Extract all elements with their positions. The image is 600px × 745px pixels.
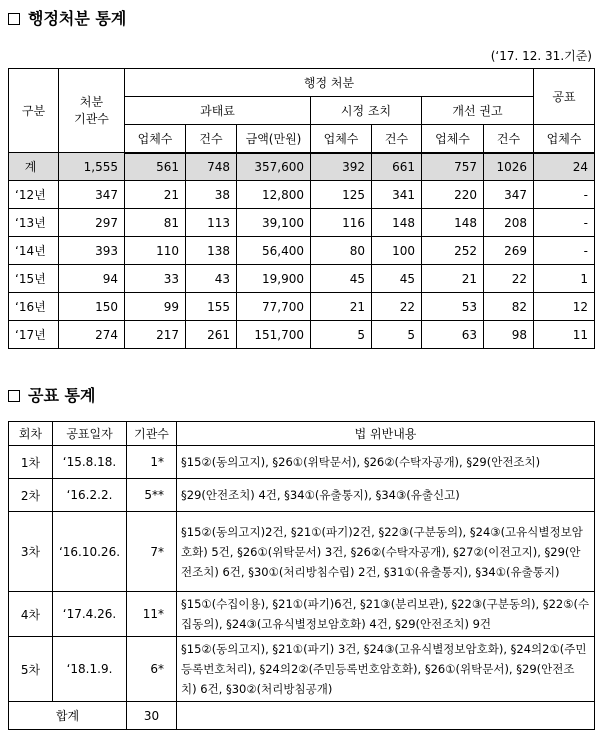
cell-label: ‘16년 bbox=[9, 293, 59, 321]
table-row bbox=[9, 446, 595, 479]
cell-corr-cases: 5 bbox=[372, 321, 422, 349]
cell-fine-cases: 138 bbox=[186, 237, 237, 265]
header-rec-firms: 업체수 bbox=[422, 125, 484, 153]
as-of-date: (‘17. 12. 31.기준) bbox=[490, 49, 592, 63]
cell-fine-amount: 151,700 bbox=[237, 321, 311, 349]
cell-fine-amount: 56,400 bbox=[237, 237, 311, 265]
section-title-admin-stats: 행정처분 통계 bbox=[8, 6, 126, 29]
table-row bbox=[9, 637, 595, 702]
cell-date: ‘17.4.26. bbox=[53, 592, 127, 637]
cell-corr-cases: 100 bbox=[372, 237, 422, 265]
cell-corr-cases: 22 bbox=[372, 293, 422, 321]
cell-round: 5차 bbox=[9, 637, 53, 702]
cell-corr-firms: 116 bbox=[311, 209, 372, 237]
table-row bbox=[9, 265, 595, 293]
cell-rec-cases: 269 bbox=[484, 237, 534, 265]
publication-table bbox=[8, 421, 595, 730]
cell-corr-firms: 21 bbox=[311, 293, 372, 321]
cell-date: ‘16.10.26. bbox=[53, 512, 127, 592]
table-row bbox=[9, 512, 595, 592]
cell-rec-cases: 208 bbox=[484, 209, 534, 237]
cell-rec-firms: 63 bbox=[422, 321, 484, 349]
cell-violation: §15②(동의고지)2건, §21①(파기)2건, §22③(구분동의), §24③(고유식별정보암호화) 5건, §26①(위탁문서) 3건, §26②(수탁자공개), §27②(이전고지), §29(안전조치) 6건, §30①(처리방침수립) 2건, §31①(유출통지), §34①(유출통지) bbox=[177, 512, 595, 592]
cell-rec-firms: 148 bbox=[422, 209, 484, 237]
cell-violation: §15②(동의고지), §26①(위탁문서), §26②(수탁자공개), §29(안전조치) bbox=[177, 446, 595, 479]
header-agencies: 처분 기관수 bbox=[59, 69, 125, 153]
header-publish-date: 공표일자 bbox=[53, 422, 127, 446]
cell-date: ‘16.2.2. bbox=[53, 479, 127, 512]
cell-fine-amount: 357,600 bbox=[237, 153, 311, 181]
table-row bbox=[9, 592, 595, 637]
cell-agencies: 6* bbox=[127, 637, 177, 702]
cell-fine-cases: 748 bbox=[186, 153, 237, 181]
cell-agencies: 7* bbox=[127, 512, 177, 592]
header-violation: 법 위반내용 bbox=[177, 422, 595, 446]
cell-rec-firms: 21 bbox=[422, 265, 484, 293]
cell-label: ‘17년 bbox=[9, 321, 59, 349]
cell-fine-cases: 43 bbox=[186, 265, 237, 293]
cell-corr-firms: 392 bbox=[311, 153, 372, 181]
cell-label: ‘15년 bbox=[9, 265, 59, 293]
total-row bbox=[9, 153, 595, 181]
table-row bbox=[9, 321, 595, 349]
cell-corr-firms: 5 bbox=[311, 321, 372, 349]
cell-fine-firms: 217 bbox=[125, 321, 186, 349]
cell-fine-amount: 39,100 bbox=[237, 209, 311, 237]
total-agencies: 30 bbox=[127, 702, 177, 730]
cell-fine-cases: 113 bbox=[186, 209, 237, 237]
cell-violation: §15②(동의고지), §21①(파기) 3건, §24③(고유식별정보암호화), §24의2①(주민등록번호처리), §24의2②(주민등록번호암호화), §26①(위탁문서), §29(안전조치) 6건, §30②(처리방침공개) bbox=[177, 637, 595, 702]
cell-fine-firms: 81 bbox=[125, 209, 186, 237]
cell-agencies: 347 bbox=[59, 181, 125, 209]
cell-agencies: 5** bbox=[127, 479, 177, 512]
cell-corr-cases: 45 bbox=[372, 265, 422, 293]
cell-fine-amount: 77,700 bbox=[237, 293, 311, 321]
cell-pub-firms: 24 bbox=[534, 153, 595, 181]
header-fine-amount: 금액(만원) bbox=[237, 125, 311, 153]
header-corr-firms: 업체수 bbox=[311, 125, 372, 153]
cell-date: ‘15.8.18. bbox=[53, 446, 127, 479]
cell-fine-firms: 110 bbox=[125, 237, 186, 265]
cell-label: ‘13년 bbox=[9, 209, 59, 237]
cell-pub-firms: - bbox=[534, 209, 595, 237]
cell-agencies: 94 bbox=[59, 265, 125, 293]
cell-agencies: 274 bbox=[59, 321, 125, 349]
total-label: 합계 bbox=[9, 702, 127, 730]
total-row bbox=[9, 702, 595, 730]
cell-round: 3차 bbox=[9, 512, 53, 592]
cell-date: ‘18.1.9. bbox=[53, 637, 127, 702]
header-fine: 과태료 bbox=[125, 97, 311, 125]
cell-rec-cases: 82 bbox=[484, 293, 534, 321]
cell-round: 1차 bbox=[9, 446, 53, 479]
cell-corr-cases: 148 bbox=[372, 209, 422, 237]
cell-rec-cases: 347 bbox=[484, 181, 534, 209]
cell-corr-cases: 661 bbox=[372, 153, 422, 181]
cell-agencies: 1* bbox=[127, 446, 177, 479]
header-recommendation: 개선 권고 bbox=[422, 97, 534, 125]
table-row bbox=[9, 293, 595, 321]
cell-pub-firms: - bbox=[534, 181, 595, 209]
header-pub-firms: 업체수 bbox=[534, 125, 595, 153]
section-title-publish-stats: 공표 통계 bbox=[8, 383, 95, 406]
checkbox-square-icon bbox=[8, 13, 20, 25]
cell-fine-amount: 19,900 bbox=[237, 265, 311, 293]
cell-label: 계 bbox=[9, 153, 59, 181]
cell-violation: §29(안전조치) 4건, §34①(유출통지), §34③(유출신고) bbox=[177, 479, 595, 512]
cell-label: ‘12년 bbox=[9, 181, 59, 209]
table-row bbox=[9, 237, 595, 265]
cell-rec-firms: 220 bbox=[422, 181, 484, 209]
cell-fine-cases: 38 bbox=[186, 181, 237, 209]
cell-agencies: 297 bbox=[59, 209, 125, 237]
table-row bbox=[9, 479, 595, 512]
table-row bbox=[9, 209, 595, 237]
cell-violation: §15①(수집이용), §21①(파기)6건, §21③(분리보관), §22③(구분동의), §22⑤(수집동의), §24③(고유식별정보암호화) 4건, §29(안전조치) 9건 bbox=[177, 592, 595, 637]
cell-fine-cases: 261 bbox=[186, 321, 237, 349]
header-publish: 공표 bbox=[534, 69, 595, 125]
cell-rec-firms: 53 bbox=[422, 293, 484, 321]
admin-disposition-table bbox=[8, 68, 595, 349]
cell-pub-firms: 1 bbox=[534, 265, 595, 293]
cell-rec-firms: 252 bbox=[422, 237, 484, 265]
cell-round: 4차 bbox=[9, 592, 53, 637]
header-fine-cases: 건수 bbox=[186, 125, 237, 153]
cell-pub-firms: 11 bbox=[534, 321, 595, 349]
header-correction: 시정 조치 bbox=[311, 97, 422, 125]
cell-corr-firms: 125 bbox=[311, 181, 372, 209]
cell-fine-firms: 561 bbox=[125, 153, 186, 181]
cell-fine-firms: 99 bbox=[125, 293, 186, 321]
empty-cell bbox=[177, 702, 595, 730]
cell-fine-firms: 33 bbox=[125, 265, 186, 293]
cell-rec-cases: 1026 bbox=[484, 153, 534, 181]
cell-fine-amount: 12,800 bbox=[237, 181, 311, 209]
header-corr-cases: 건수 bbox=[372, 125, 422, 153]
cell-rec-firms: 757 bbox=[422, 153, 484, 181]
cell-fine-firms: 21 bbox=[125, 181, 186, 209]
cell-corr-cases: 341 bbox=[372, 181, 422, 209]
cell-round: 2차 bbox=[9, 479, 53, 512]
cell-corr-firms: 45 bbox=[311, 265, 372, 293]
cell-agencies: 150 bbox=[59, 293, 125, 321]
header-fine-firms: 업체수 bbox=[125, 125, 186, 153]
cell-rec-cases: 98 bbox=[484, 321, 534, 349]
cell-agencies: 393 bbox=[59, 237, 125, 265]
header-rec-cases: 건수 bbox=[484, 125, 534, 153]
cell-fine-cases: 155 bbox=[186, 293, 237, 321]
cell-pub-firms: 12 bbox=[534, 293, 595, 321]
table-row bbox=[9, 181, 595, 209]
cell-agencies: 1,555 bbox=[59, 153, 125, 181]
header-category: 구분 bbox=[9, 69, 59, 153]
cell-corr-firms: 80 bbox=[311, 237, 372, 265]
header-round: 회차 bbox=[9, 422, 53, 446]
checkbox-square-icon bbox=[8, 390, 20, 402]
cell-label: ‘14년 bbox=[9, 237, 59, 265]
header-agency-count: 기관수 bbox=[127, 422, 177, 446]
header-admin-disposition: 행정 처분 bbox=[125, 69, 534, 97]
cell-rec-cases: 22 bbox=[484, 265, 534, 293]
cell-pub-firms: - bbox=[534, 237, 595, 265]
cell-agencies: 11* bbox=[127, 592, 177, 637]
